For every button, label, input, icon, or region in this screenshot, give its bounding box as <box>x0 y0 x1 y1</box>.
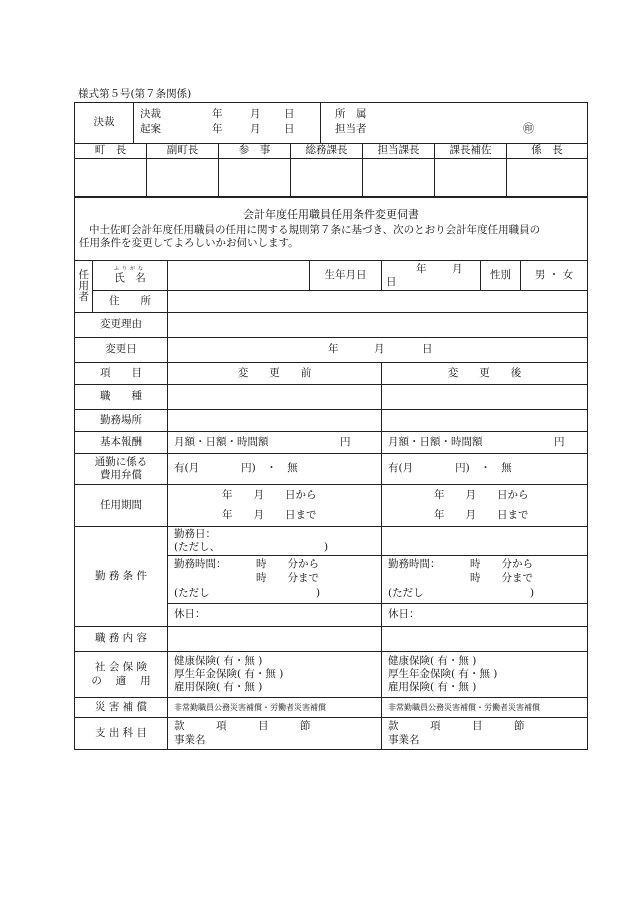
document-title: 会計年度任用職員任用条件変更伺書 <box>243 208 419 221</box>
holiday-before[interactable]: 休日： <box>168 604 382 627</box>
expenditure-after[interactable]: 款 項 目 節 事業名 <box>382 718 588 750</box>
change-date-field[interactable]: 年 月 日 <box>168 338 588 363</box>
seal-box[interactable] <box>507 159 588 197</box>
approval-table <box>74 102 588 144</box>
before-header: 変 更 前 <box>168 363 382 385</box>
kessai-label: 決裁 <box>140 108 161 120</box>
expenditure-before[interactable]: 款 項 目 節 事業名 <box>168 718 382 750</box>
workplace-after[interactable] <box>382 410 588 432</box>
conditions-label: 勤 務 条 件 <box>75 527 168 627</box>
request-intro <box>75 198 588 261</box>
seal-box[interactable] <box>147 159 219 197</box>
duties-label: 職 務 内 容 <box>75 627 168 652</box>
seal-box[interactable] <box>363 159 435 197</box>
approver-header: 町 長 <box>75 144 147 159</box>
seal-box[interactable] <box>435 159 507 197</box>
seal-mark: ㊞ <box>523 122 534 135</box>
worktime-before[interactable]: 勤務時間： 時 分から 時 分まで (ただし ) <box>168 556 382 604</box>
name-field[interactable] <box>168 261 310 291</box>
seal-box[interactable] <box>75 159 147 197</box>
seal-box[interactable] <box>219 159 291 197</box>
commute-before[interactable]: 有(月 円) ・ 無 <box>168 454 382 485</box>
insurance-after[interactable]: 健康保険( 有・無 ) 厚生年金保険( 有・無 ) 雇用保険( 有・無 ) <box>382 652 588 698</box>
job-type-after[interactable] <box>382 385 588 410</box>
kessai-title: 決裁 <box>75 103 134 144</box>
worktime-after[interactable]: 勤務時間： 時 分から 時 分まで (ただし ) <box>382 556 588 604</box>
accident-after[interactable]: 非常勤職員公務災害補償・労働者災害補償 <box>382 698 588 718</box>
approver-header: 総務課長 <box>291 144 363 159</box>
duties-after[interactable] <box>382 627 588 652</box>
change-date-label: 変更日 <box>75 338 168 363</box>
appointee-group-label: 任用者 <box>75 261 93 313</box>
body-line-1: 中土佐町会計年度任用職員の任用に関する規則第７条に基づき、次のとおり会計年度任用職員の <box>89 223 541 236</box>
commute-after[interactable]: 有(月 円) ・ 無 <box>382 454 588 485</box>
name-label: 氏 名 <box>114 271 146 284</box>
approver-header: 担当課長 <box>363 144 435 159</box>
holiday-after[interactable]: 休日： <box>382 604 588 627</box>
change-reason-label: 変更理由 <box>75 313 168 338</box>
after-header: 変 更 後 <box>382 363 588 385</box>
seal-box[interactable] <box>291 159 363 197</box>
expenditure-label: 支 出 科 目 <box>75 718 168 750</box>
name-label-cell <box>93 261 168 291</box>
name-ruby: ふりがな <box>113 265 146 272</box>
kian-label: 起案 <box>140 123 161 135</box>
gender-label: 性別 <box>481 261 521 291</box>
approver-header: 参 事 <box>219 144 291 159</box>
accident-before[interactable]: 非常勤職員公務災害補償・労働者災害補償 <box>168 698 382 718</box>
decision-dates: 決裁 年 月 日 起案 年 月 日 <box>134 103 321 144</box>
main-form-table <box>74 197 588 750</box>
commute-label: 通勤に係る 費用弁償 <box>75 454 168 485</box>
job-type-label: 職 種 <box>75 385 168 410</box>
department-cell <box>321 103 588 144</box>
workplace-label: 勤務場所 <box>75 410 168 432</box>
accident-label: 災 害 補 償 <box>75 698 168 718</box>
tantousha-label: 担当者 <box>335 123 367 135</box>
period-before[interactable]: 年 月 日から 年 月 日まで <box>168 485 382 527</box>
address-label: 住 所 <box>93 291 168 313</box>
duties-before[interactable] <box>168 627 382 652</box>
insurance-label: 社 会 保 険 の 適 用 <box>75 652 168 698</box>
workdays-before[interactable]: 勤務日： (ただし、 ) <box>168 527 382 556</box>
base-pay-label: 基本報酬 <box>75 432 168 454</box>
period-after[interactable]: 年 月 日から 年 月 日まで <box>382 485 588 527</box>
base-pay-after[interactable]: 月額・日額・時間額 円 <box>382 432 588 454</box>
birth-label: 生年月日 <box>310 261 382 291</box>
approvers-table <box>74 143 588 197</box>
address-field[interactable] <box>168 291 588 313</box>
body-line-2: 任用条件を変更してよろしいかお伺いします。 <box>79 236 299 249</box>
workplace-before[interactable] <box>168 410 382 432</box>
shozoku-label: 所 属 <box>335 108 367 120</box>
base-pay-before[interactable]: 月額・日額・時間額 円 <box>168 432 382 454</box>
item-header: 項 目 <box>75 363 168 385</box>
job-type-before[interactable] <box>168 385 382 410</box>
period-label: 任用期間 <box>75 485 168 527</box>
approver-header: 係 長 <box>507 144 588 159</box>
birth-field[interactable]: 年 月 日 <box>382 261 481 291</box>
workdays-after[interactable] <box>382 527 588 556</box>
form-number: 様式第５号(第７条関係) <box>78 88 192 100</box>
gender-options[interactable]: 男 ・ 女 <box>521 261 588 291</box>
change-reason-field[interactable] <box>168 313 588 338</box>
insurance-before[interactable]: 健康保険( 有・無 ) 厚生年金保険( 有・無 ) 雇用保険( 有・無 ) <box>168 652 382 698</box>
approver-header: 課長補佐 <box>435 144 507 159</box>
approver-header: 副町長 <box>147 144 219 159</box>
